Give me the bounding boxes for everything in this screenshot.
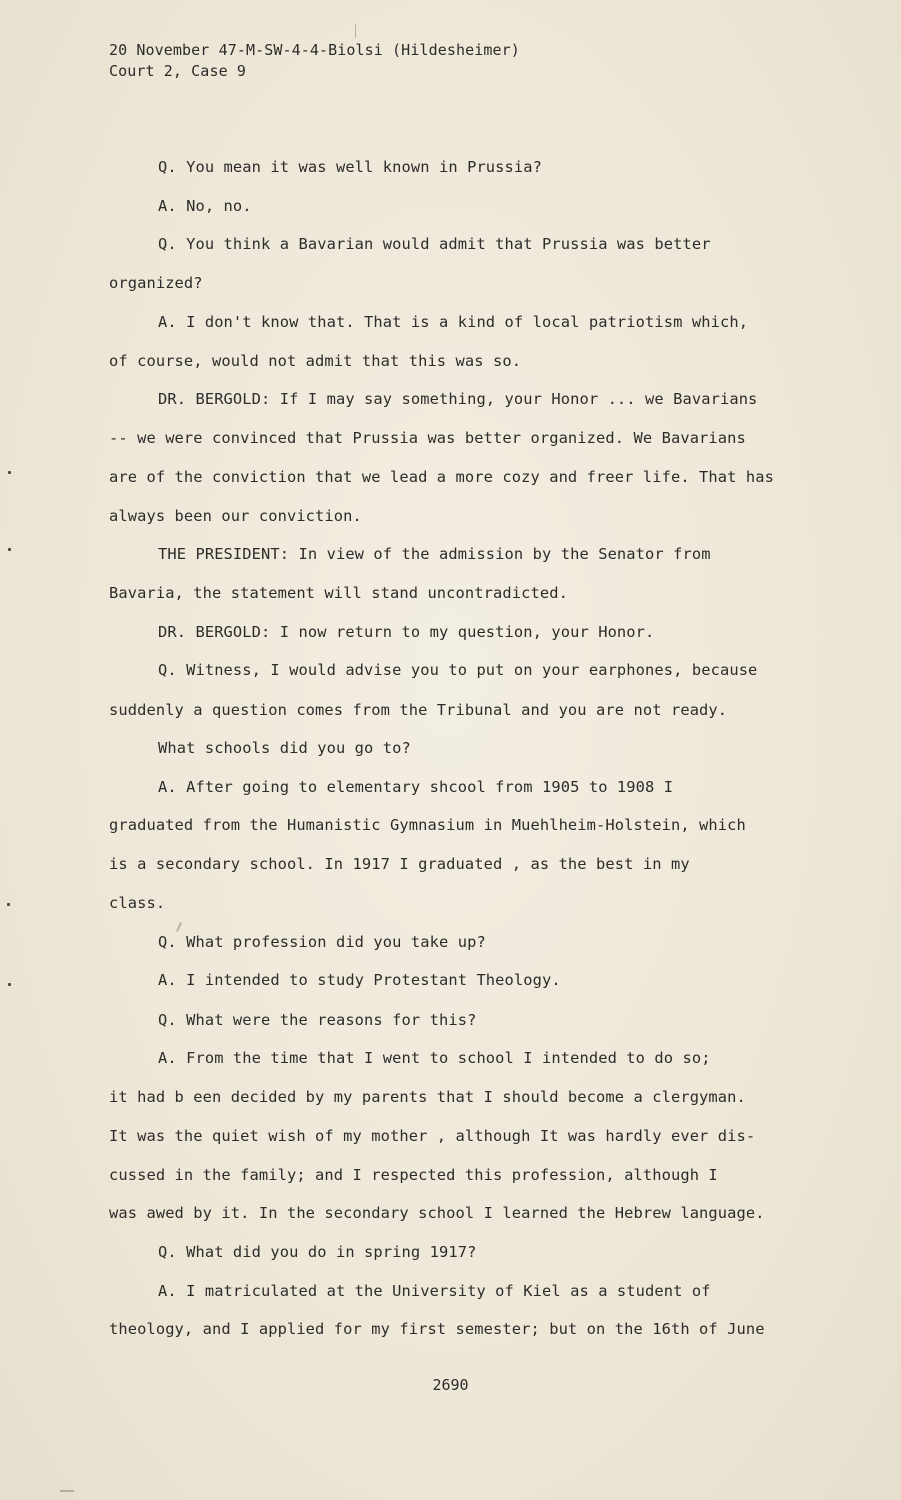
page-number: 2690 xyxy=(432,1376,469,1394)
text-line: is a secondary school. In 1917 I graduated , as the best in my xyxy=(109,855,690,873)
text-line: Q. What profession did you take up? xyxy=(158,933,486,951)
text-line: A. No, no. xyxy=(158,197,252,215)
pen-mark xyxy=(176,922,182,932)
text-line: theology, and I applied for my first semester; but on the 16th of June xyxy=(109,1320,765,1338)
header-case-line: 20 November 47-M-SW-4-4-Biolsi (Hildesheimer) xyxy=(109,41,520,59)
text-line: of course, would not admit that this was so. xyxy=(109,352,522,370)
text-line: DR. BERGOLD: If I may say something, your Honor ... we Bavarians xyxy=(158,390,758,408)
text-line: organized? xyxy=(109,274,203,292)
text-line: cussed in the family; and I respected this profession, although I xyxy=(109,1166,718,1184)
text-line: A. I matriculated at the University of Kiel as a student of xyxy=(158,1282,711,1300)
text-line: DR. BERGOLD: I now return to my question, your Honor. xyxy=(158,623,655,641)
text-line: A. I intended to study Protestant Theology. xyxy=(158,971,561,989)
text-line: suddenly a question comes from the Tribunal and you are not ready. xyxy=(109,701,728,719)
scan-mark xyxy=(7,903,10,906)
text-line: A. After going to elementary shcool from 1905 to 1908 I xyxy=(158,778,674,796)
text-line: Q. You mean it was well known in Prussia? xyxy=(158,158,543,176)
scan-mark xyxy=(8,983,11,986)
text-line: A. From the time that I went to school I intended to do so; xyxy=(158,1049,711,1067)
text-line: graduated from the Humanistic Gymnasium in Muehlheim-Holstein, which xyxy=(109,816,746,834)
text-line: are of the conviction that we lead a more cozy and freer life. That has xyxy=(109,468,774,486)
text-line: always been our conviction. xyxy=(109,507,362,525)
scan-mark xyxy=(355,24,356,38)
text-line: THE PRESIDENT: In view of the admission by the Senator from xyxy=(158,545,711,563)
text-line: -- we were convinced that Prussia was better organized. We Bavarians xyxy=(109,429,746,447)
text-line: class. xyxy=(109,894,166,912)
text-line: A. I don't know that. That is a kind of local patriotism which, xyxy=(158,313,749,331)
scan-mark xyxy=(60,1490,74,1492)
scan-mark xyxy=(8,548,11,551)
text-line: Q. You think a Bavarian would admit that Prussia was better xyxy=(158,235,711,253)
text-line: Q. What were the reasons for this? xyxy=(158,1011,477,1029)
text-line: Bavaria, the statement will stand uncontradicted. xyxy=(109,584,568,602)
text-line: was awed by it. In the secondary school I learned the Hebrew language. xyxy=(109,1204,765,1222)
text-line: What schools did you go to? xyxy=(158,739,411,757)
text-line: it had b een decided by my parents that I should become a clergyman. xyxy=(109,1088,746,1106)
text-line: It was the quiet wish of my mother , although It was hardly ever dis- xyxy=(109,1127,756,1145)
text-line: Q. What did you do in spring 1917? xyxy=(158,1243,477,1261)
scan-mark xyxy=(8,471,11,474)
text-line: Q. Witness, I would advise you to put on your earphones, because xyxy=(158,661,758,679)
header-court-line: Court 2, Case 9 xyxy=(109,62,246,80)
